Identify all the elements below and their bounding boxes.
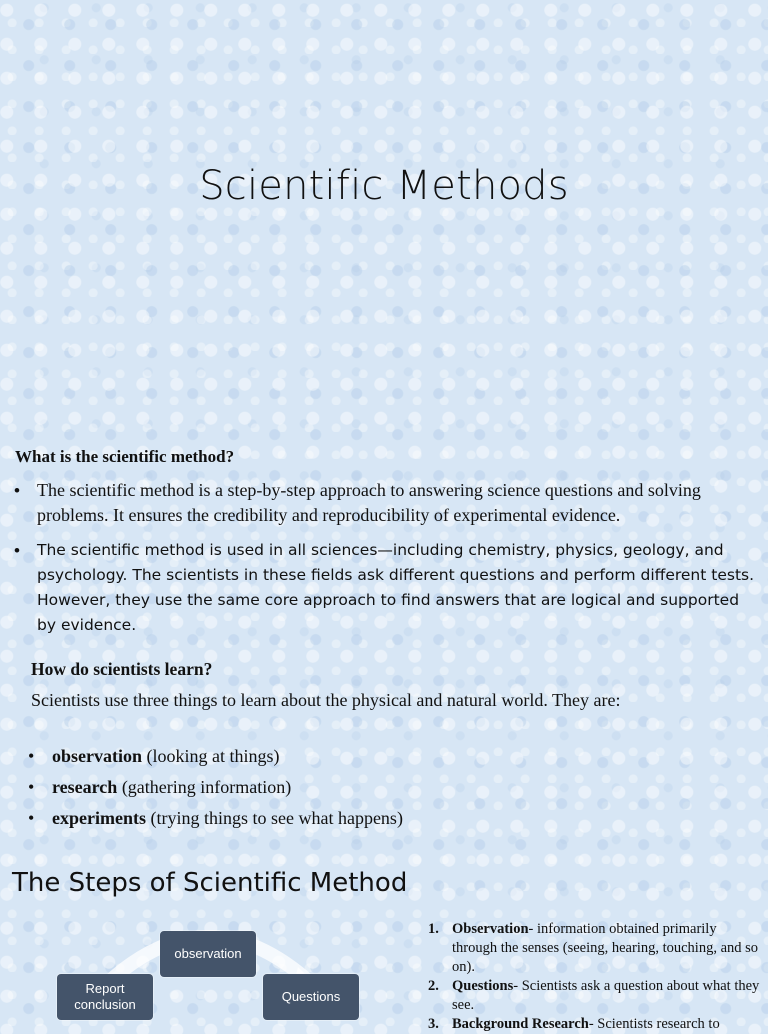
cycle-node-report-conclusion: Report conclusion <box>57 974 153 1020</box>
cycle-node-questions: Questions <box>263 974 359 1020</box>
what-is-heading: What is the scientific method? <box>15 447 235 466</box>
bullet-icon: • <box>14 541 20 560</box>
learn-item-observation <box>28 744 403 775</box>
step-number: 2. <box>428 978 439 994</box>
step-item-1 <box>428 920 760 977</box>
learn-term: experiments <box>52 808 146 828</box>
step-number: 3. <box>428 1016 439 1032</box>
learn-desc: (looking at things) <box>142 746 280 766</box>
step-number: 1. <box>428 921 439 937</box>
learn-desc: (trying things to see what happens) <box>145 808 403 828</box>
learn-intro-text: Scientists use three things to learn about the physical and natural world. They are: <box>31 690 621 710</box>
step-desc: - Scientists ask a question about what they see. <box>452 978 760 1013</box>
step-item-2 <box>428 977 760 1015</box>
learn-term: observation <box>52 746 142 766</box>
cycle-diagram <box>0 915 420 1024</box>
intro-bullet-list <box>14 478 759 648</box>
how-learn-heading: How do scientists learn? <box>31 659 213 679</box>
slide-title: Scientific Methods <box>199 163 569 209</box>
intro-bullet-text: The scientific method is a step-by-step approach to answering science questions and solving problems. It ensures the credibility and reproducibility of experimental evidence. <box>37 480 701 525</box>
step-desc: - Scientists research to <box>588 1016 720 1032</box>
bullet-icon: • <box>28 808 35 828</box>
learn-item-experiments <box>28 806 403 837</box>
learn-list <box>28 744 403 837</box>
bullet-icon: • <box>28 777 35 797</box>
bullet-icon: • <box>14 481 20 500</box>
step-term: Background Research <box>452 1016 589 1032</box>
step-term: Questions <box>452 978 514 994</box>
intro-bullet-text: The scientific method is used in all sciences—including chemistry, physics, geology, and psychology. The scientists in these fields ask different questions and perform different tests. However, they use the same core approach to find answers that are logical and supported by evidence. <box>37 541 755 634</box>
step-desc: - information obtained primarily through the senses (seeing, hearing, touching, and so on). <box>452 921 759 975</box>
steps-list <box>428 920 760 1034</box>
learn-term: research <box>52 777 118 797</box>
intro-bullet-2 <box>14 538 759 638</box>
cycle-node-observation: observation <box>160 931 256 977</box>
bullet-icon: • <box>28 746 35 766</box>
learn-item-research <box>28 775 403 806</box>
step-item-3 <box>428 1015 760 1034</box>
steps-heading: The Steps of Scientific Method <box>12 868 408 898</box>
intro-bullet-1 <box>14 478 759 528</box>
learn-desc: (gathering information) <box>117 777 292 797</box>
step-term: Observation <box>452 921 529 937</box>
